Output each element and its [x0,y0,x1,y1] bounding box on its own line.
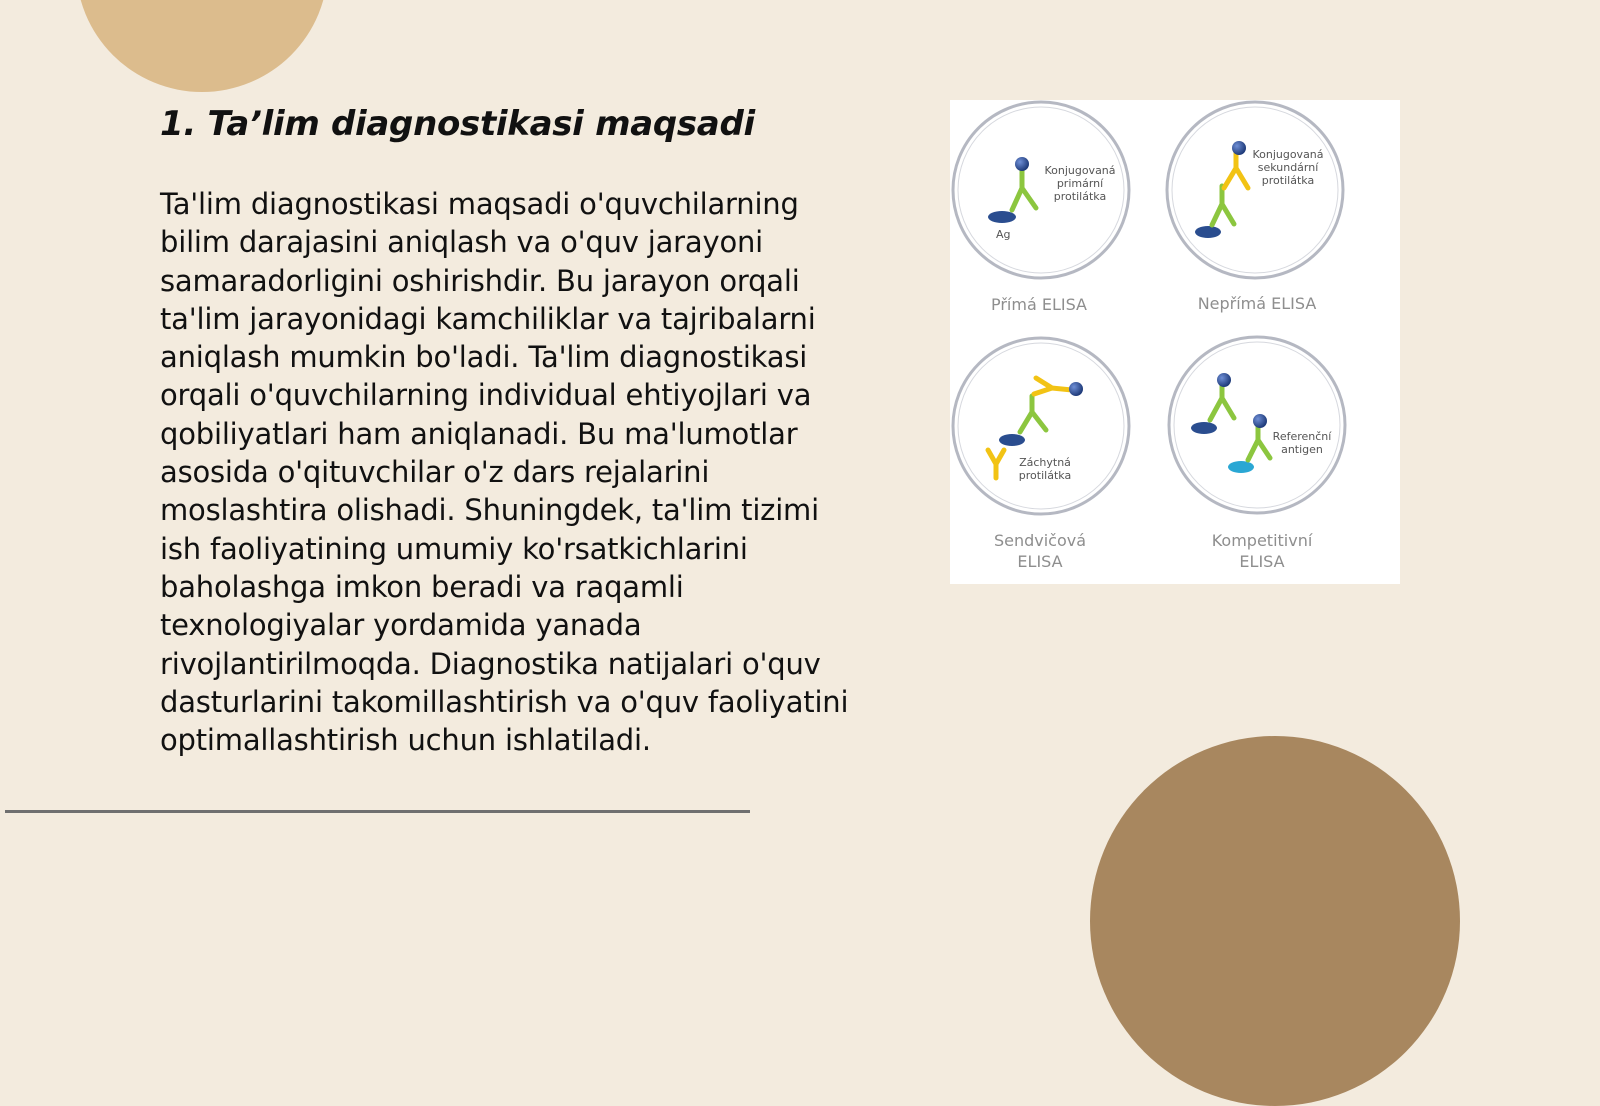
panel-caption: Nepřímá ELISA [1197,294,1317,313]
reference-antigen-icon [1228,461,1254,473]
enzyme-ball-icon [1015,157,1029,171]
antibody-green-icon [1248,424,1270,460]
panel-caption: Přímá ELISA [990,295,1088,314]
slide-title: 1. Ta’lim diagnostikasi maqsadi [160,104,755,144]
antigen-icon [988,211,1016,223]
panel-sandwich-elisa [953,338,1129,571]
antibody-yellow-icon [1224,150,1248,188]
antigen-label: Ag [996,228,1011,241]
enzyme-ball-icon [1069,382,1083,396]
antigen-icon [1195,226,1221,238]
slide-body-text: Ta'lim diagnostikasi maqsadi o'quvchilarning bilim darajasini aniqlash va o'quv jarayoni samaradorligini oshirishdir. Bu jarayon orqali ta'lim jarayonidagi kamchiliklar va tajribalarni aniqlash mumkin bo'ladi. Ta'lim diagnostikasi orqali o'quvchilarning individual ehtiyojlari va qobiliyatlari ham aniqlanadi. Bu ma'lumotlar asosida o'qituvchilar o'z dars rejalarini moslashtira olishadi. Shuningdek, ta'lim tizimi ish faoliyatining umumiy ko'rsatkichlarini baholashga imkon beradi va raqamli texnologiyalar yordamida yanada rivojlantirilmoqda. Diagnostika natijalari o'quv dasturlarini takomillashtirish va o'quv faoliyatini optimallashtirish uchun ishlatiladi. [160,187,849,758]
annotation-line: Konjugovaná [1252,148,1324,161]
panel-direct-elisa [953,102,1129,314]
annotation-line: protilátka [1053,190,1107,203]
elisa-diagram [950,100,1400,584]
annotation-line: Konjugovaná [1044,164,1116,177]
annotation-line: Referenční [1272,430,1332,443]
annotation-line: protilátka [1018,469,1072,482]
enzyme-ball-icon [1253,414,1267,428]
panel-competitive-elisa [1169,337,1345,571]
enzyme-ball-icon [1217,373,1231,387]
panel-caption: Kompetitivní [1211,531,1313,550]
decorative-circle-bottom [1090,736,1460,1106]
annotation-line: antigen [1281,443,1323,456]
panel-ring [1167,102,1343,278]
annotation-line: Záchytná [1019,456,1071,469]
enzyme-ball-icon [1232,141,1246,155]
elisa-figure [950,100,1400,584]
annotation-line: protilátka [1261,174,1315,187]
antibody-yellow-icon [1034,378,1072,394]
antigen-icon [1191,422,1217,434]
antibody-green-icon [1012,166,1036,210]
panel-caption: ELISA [1017,552,1063,571]
antibody-green-icon [1020,396,1046,432]
antibody-green-icon [1212,186,1234,225]
decorative-circle-top [76,0,328,92]
panel-indirect-elisa [1167,102,1343,313]
antigen-icon [999,434,1025,446]
panel-ring-inner [1172,107,1338,273]
annotation-line: primární [1056,177,1104,190]
annotation-line: sekundární [1257,161,1319,174]
panel-caption: Sendvičová [993,531,1087,550]
panel-caption: ELISA [1239,552,1285,571]
divider-line [5,810,750,813]
antibody-green-icon [1210,382,1234,420]
capture-antibody-icon [988,450,1004,478]
